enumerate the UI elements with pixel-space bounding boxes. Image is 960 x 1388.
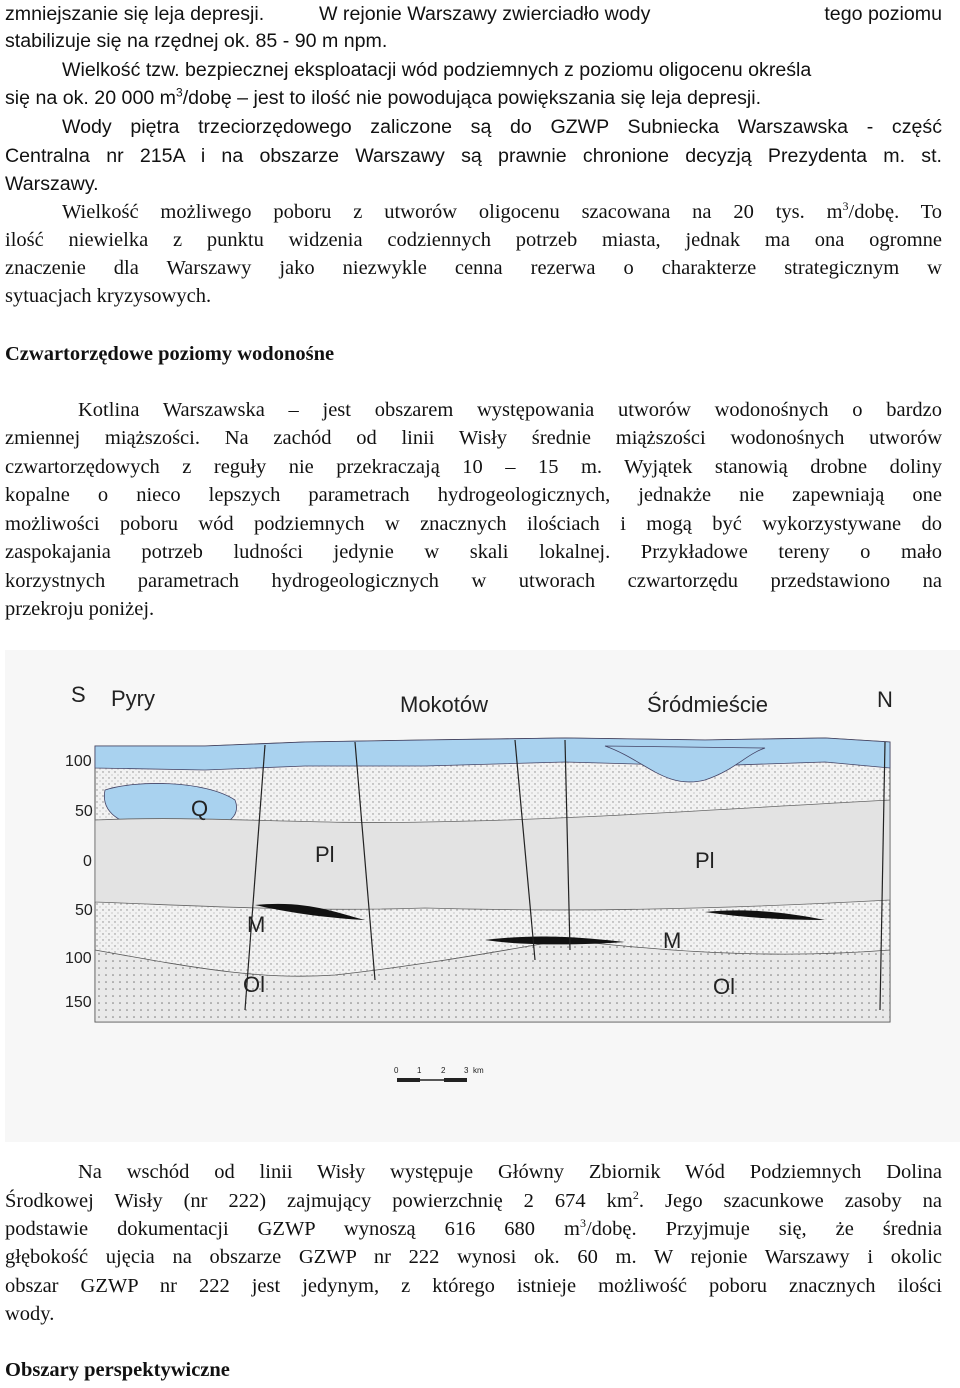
place-label-pyry: Pyry [111,686,155,711]
para6-line3 [5,1215,942,1244]
scale-tick-label: 2 [441,1066,446,1075]
para1-line1 [5,0,942,29]
axis-label: 50 [75,803,93,820]
place-label-mokotow: Mokotów [400,692,489,717]
layer-label-m: M [663,928,682,953]
axis-label: 100 [65,950,92,967]
place-label-srodmiescie: Śródmieście [647,692,769,717]
superscript: 3 [176,85,183,100]
para4-line1 [5,198,942,227]
direction-south-label: S [71,682,86,707]
scale-tick-label: 1 [417,1066,422,1075]
section-heading-quaternary: Czwartorzędowe poziomy wodonośne [5,343,335,365]
para4-line4: sytuacjach kryzysowych. [5,285,212,307]
para6-line4: głębokość ujęcia na obszarze GZWP nr 222 wynosi ok. 60 m. W rejonie Warszawy i okolic [5,1246,942,1268]
axis-label: 0 [83,853,92,870]
section-heading-perspective-areas: Obszary perspektywiczne [5,1359,230,1381]
para1-line1-b: W rejonie Warszawy zwierciadło wody [319,3,651,25]
layer-label-pl: Pl [695,848,715,873]
para2-line1: Wielkość tzw. bezpiecznej eksploatacji wód podziemnych z poziomu oligocenu określa [62,59,812,81]
para6-line2-b: . Jego szacunkowe zasoby na [638,1190,942,1212]
para1-line1-a: zmniejszanie się leja depresji. [5,3,265,25]
layer-label-m: M [247,912,266,937]
scale-tick-label: 0 [394,1066,399,1075]
para3-line1: Wody piętra trzeciorzędowego zaliczone są do GZWP Subniecka Warszawska - część [62,116,942,138]
para5-line8: przekroju poniżej. [5,598,155,620]
layer-label-ol: Ol [713,974,735,999]
superscript: 3 [842,199,849,214]
para4-line2: ilość niewielka z punktu widzenia codziennych potrzeb miasta, jednak ma ona ogromne [5,229,942,251]
para5-line2: zmiennej miąższości. Na zachód od linii Wisły średnie miąższości wodonośnych utworów [5,427,942,449]
para6-line1: Na wschód od linii Wisły występuje Główny Zbiornik Wód Podziemnych Dolina [78,1161,942,1183]
scale-tick-label: 3 [464,1066,469,1075]
para2-line2-b: /dobę – jest to ilość nie powodująca powiększania się leja depresji. [182,87,762,109]
layer-label-q: Q [191,796,209,821]
geological-cross-section [5,650,960,1142]
para6-line2-a: Środkowej Wisły (nr 222) zajmujący powierzchnię 2 674 km [5,1190,633,1212]
axis-label: 100 [65,753,92,770]
para5-line6: zaspokajania potrzeb ludności jedynie w skali lokalnej. Przykładowe tereny o mało [5,541,942,563]
layer-label-ol: Ol [243,972,265,997]
para6-line3-a: podstawie dokumentacji GZWP wynoszą 616 680 m [5,1218,580,1240]
para1-line2: stabilizuje się na rzędnej ok. 85 - 90 m npm. [5,30,388,52]
superscript: 3 [579,1216,586,1231]
superscript: 2 [632,1188,639,1203]
para5-line1: Kotlina Warszawska – jest obszarem występowania utworów wodonośnych o bardzo [78,399,942,421]
para6-line2 [5,1187,942,1216]
axis-label: 50 [75,902,93,919]
para4-line3: znaczenie dla Warszawy jako niezwykle cenna rezerwa o charakterze strategicznym w [5,257,942,279]
cross-section-body [95,738,890,1022]
direction-north-label: N [877,687,893,712]
para3-line3: Warszawy. [5,173,99,195]
para5-line3: czwartorzędowych z reguły nie przekraczają 10 – 15 m. Wyjątek stanowią drobne doliny [5,456,942,478]
para6-line3-b: /dobę. Przyjmuje się, że średnia [585,1218,942,1240]
para6-line6: wody. [5,1303,55,1325]
para4-line1-b: /dobę. To [848,201,943,223]
axis-label: 150 [65,994,92,1011]
para2-line2 [5,84,942,113]
para5-line5: możliwości poboru wód podziemnych w znacznych ilościach i mogą być wykorzystywane do [5,513,942,535]
scale-unit-label: km [473,1066,484,1075]
layer-label-pl: Pl [315,842,335,867]
para3-line2: Centralna nr 215A i na obszarze Warszawy są prawnie chronione decyzją Prezydenta m. st. [5,145,942,167]
para4-line1-a: Wielkość możliwego poboru z utworów oligocenu szacowana na 20 tys. m [62,201,843,223]
para1-line1-c: tego poziomu [824,3,942,25]
para6-line5: obszar GZWP nr 222 jest jedynym, z którego istnieje możliwość poboru znacznych ilości [5,1275,942,1297]
para5-line7: korzystnych parametrach hydrogeologicznych w utworach czwartorzędu przedstawiono na [5,570,942,592]
para5-line4: kopalne o nieco lepszych parametrach hydrogeologicznych, jednakże nie zapewniają one [5,484,942,506]
para2-line2-a: się na ok. 20 000 m [5,87,177,109]
